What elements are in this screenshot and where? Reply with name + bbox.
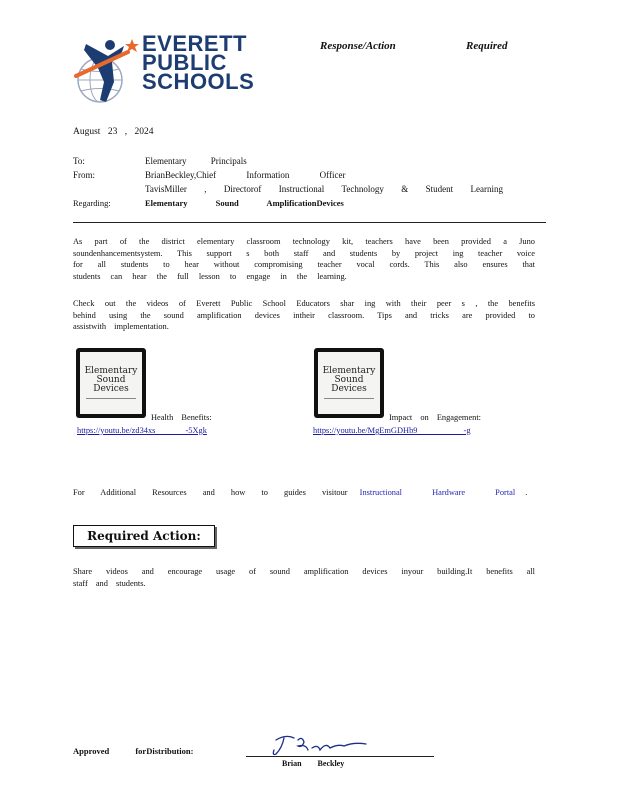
response-action-header: Response/Action <box>320 40 396 52</box>
memo-header <box>73 154 503 210</box>
intro-paragraph: As part of the district elementary classroom technology kit, teachers have been provided a Juno soundenhancementsystem. This support s both staff and students by project ing teacher voice for all students to hear without compromising teacher vocal cords. This also ensures that students can hear the full lesson to engage in the learning. <box>73 237 535 281</box>
video-link-health[interactable]: https://youtu.be/zd34xs -5Xgk <box>77 426 207 435</box>
video-thumbnail-engagement[interactable]: Elementary Sound Devices <box>314 348 384 418</box>
resources-line: For Additional Resources and how to guides visitour Instructional Hardware Portal . <box>73 488 528 497</box>
video-caption-engagement: Impact on Engagement: <box>389 413 482 422</box>
approval-label: Approved forDistribution: <box>73 746 194 756</box>
videos-paragraph: Check out the videos of Everett Public School Educators shar ing with their peer s , the benefits behind using the sound amplification devices intheir classroom. Tips and tricks are provided to assistwith implementation. <box>73 299 535 331</box>
signer-name: Brian Beckley <box>282 759 345 768</box>
from-line-1: BrianBeckley,Chief Information Officer <box>145 170 346 180</box>
video-caption-health: Health Benefits: <box>151 413 212 422</box>
figure-icon <box>76 39 139 102</box>
to-value: Elementary Principals <box>145 156 247 166</box>
video-thumbnail-health[interactable]: Elementary Sound Devices <box>76 348 146 418</box>
regarding-value: Elementary Sound AmplificationDevices <box>145 198 344 208</box>
regarding-label: Regarding: <box>73 198 111 208</box>
instructional-hardware-portal-link[interactable]: Instructional Hardware Portal <box>359 488 516 497</box>
signature-line <box>246 756 434 757</box>
logo-wordmark: EVERETT PUBLIC SCHOOLS <box>142 31 255 94</box>
memo-divider <box>73 222 546 223</box>
from-label: From: <box>73 170 96 180</box>
memo-date: August 23 , 2024 <box>73 127 154 137</box>
from-line-2: TavisMiller , Directorof Instructional Technology & Student Learning <box>145 184 503 194</box>
to-label: To: <box>73 156 85 166</box>
required-action-heading: Required Action: <box>73 525 215 547</box>
video-link-engagement[interactable]: https://youtu.be/MgEmGDHb9 -g <box>313 426 471 435</box>
required-action-text: Share videos and encourage usage of sound amplification devices inyour building.It benefits all staff and students. <box>73 567 535 588</box>
required-header: Required <box>466 40 508 52</box>
signature-image <box>268 730 368 758</box>
